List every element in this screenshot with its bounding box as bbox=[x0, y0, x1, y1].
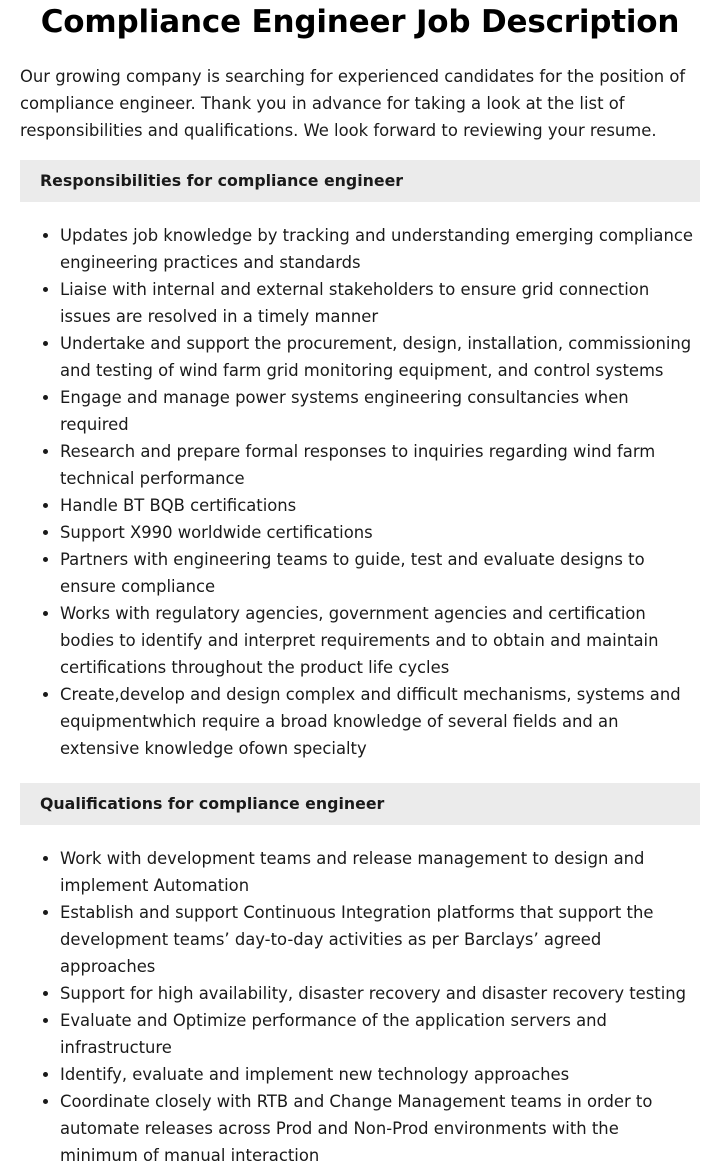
list-item-text: Partners with engineering teams to guide, test and evaluate designs to ensure compliance bbox=[60, 550, 645, 596]
bullet-icon bbox=[43, 233, 48, 238]
bullet-icon bbox=[43, 287, 48, 292]
list-item bbox=[60, 276, 700, 330]
list-item-text: Create,develop and design complex and difficult mechanisms, systems and equipmentwhich require a broad knowledge of several fields and an extensive knowledge ofown specialty bbox=[60, 685, 681, 758]
bullet-icon bbox=[43, 341, 48, 346]
qualifications-heading: Qualifications for compliance engineer bbox=[20, 783, 700, 825]
list-item bbox=[60, 899, 700, 980]
responsibilities-heading: Responsibilities for compliance engineer bbox=[20, 160, 700, 202]
list-item bbox=[60, 492, 700, 519]
list-item bbox=[60, 1007, 700, 1061]
bullet-icon bbox=[43, 503, 48, 508]
list-item bbox=[60, 438, 700, 492]
list-item bbox=[60, 1088, 700, 1169]
list-item-text: Support for high availability, disaster recovery and disaster recovery testing bbox=[60, 984, 687, 1003]
qualifications-list bbox=[20, 845, 700, 1169]
bullet-icon bbox=[43, 991, 48, 996]
list-item-text: Identify, evaluate and implement new technology approaches bbox=[60, 1065, 570, 1084]
bullet-icon bbox=[43, 395, 48, 400]
intro-paragraph: Our growing company is searching for experienced candidates for the position of compliance engineer. Thank you in advance for taking a look at the list of responsibilities and qualifications. We look forward to reviewing your resume. bbox=[20, 67, 686, 140]
list-item bbox=[60, 1061, 700, 1088]
list-item-text: Works with regulatory agencies, government agencies and certification bodies to identify and interpret requirements and to obtain and maintain certifications throughout the product life cycles bbox=[60, 604, 659, 677]
list-item bbox=[60, 980, 700, 1007]
list-item-text: Liaise with internal and external stakeholders to ensure grid connection issues are resolved in a timely manner bbox=[60, 280, 650, 326]
list-item-text: Evaluate and Optimize performance of the application servers and infrastructure bbox=[60, 1011, 607, 1057]
bullet-icon bbox=[43, 449, 48, 454]
responsibilities-list bbox=[20, 222, 700, 762]
list-item-text: Research and prepare formal responses to inquiries regarding wind farm technical performance bbox=[60, 442, 656, 488]
bullet-icon bbox=[43, 1018, 48, 1023]
list-item bbox=[60, 681, 700, 762]
list-item-text: Work with development teams and release management to design and implement Automation bbox=[60, 849, 645, 895]
list-item-text: Undertake and support the procurement, design, installation, commissioning and testing of wind farm grid monitoring equipment, and control systems bbox=[60, 334, 692, 380]
list-item bbox=[60, 845, 700, 899]
bullet-icon bbox=[43, 1072, 48, 1077]
list-item-text: Coordinate closely with RTB and Change Management teams in order to automate releases across Prod and Non-Prod environments with the minimum of manual interaction bbox=[60, 1092, 653, 1165]
list-item bbox=[60, 519, 700, 546]
list-item-text: Support X990 worldwide certifications bbox=[60, 523, 373, 542]
list-item-text: Handle BT BQB certifications bbox=[60, 496, 297, 515]
list-item bbox=[60, 600, 700, 681]
list-item bbox=[60, 330, 700, 384]
list-item-text: Engage and manage power systems engineering consultancies when required bbox=[60, 388, 629, 434]
bullet-icon bbox=[43, 530, 48, 535]
list-item-text: Updates job knowledge by tracking and understanding emerging compliance engineering practices and standards bbox=[60, 226, 693, 272]
list-item bbox=[60, 222, 700, 276]
bullet-icon bbox=[43, 692, 48, 697]
list-item-text: Establish and support Continuous Integration platforms that support the development teams’ day-to-day activities as per Barclays’ agreed approaches bbox=[60, 903, 654, 976]
bullet-icon bbox=[43, 910, 48, 915]
bullet-icon bbox=[43, 1099, 48, 1104]
bullet-icon bbox=[43, 557, 48, 562]
bullet-icon bbox=[43, 856, 48, 861]
list-item bbox=[60, 384, 700, 438]
bullet-icon bbox=[43, 611, 48, 616]
list-item bbox=[60, 546, 700, 600]
page-title: Compliance Engineer Job Description bbox=[40, 4, 680, 40]
